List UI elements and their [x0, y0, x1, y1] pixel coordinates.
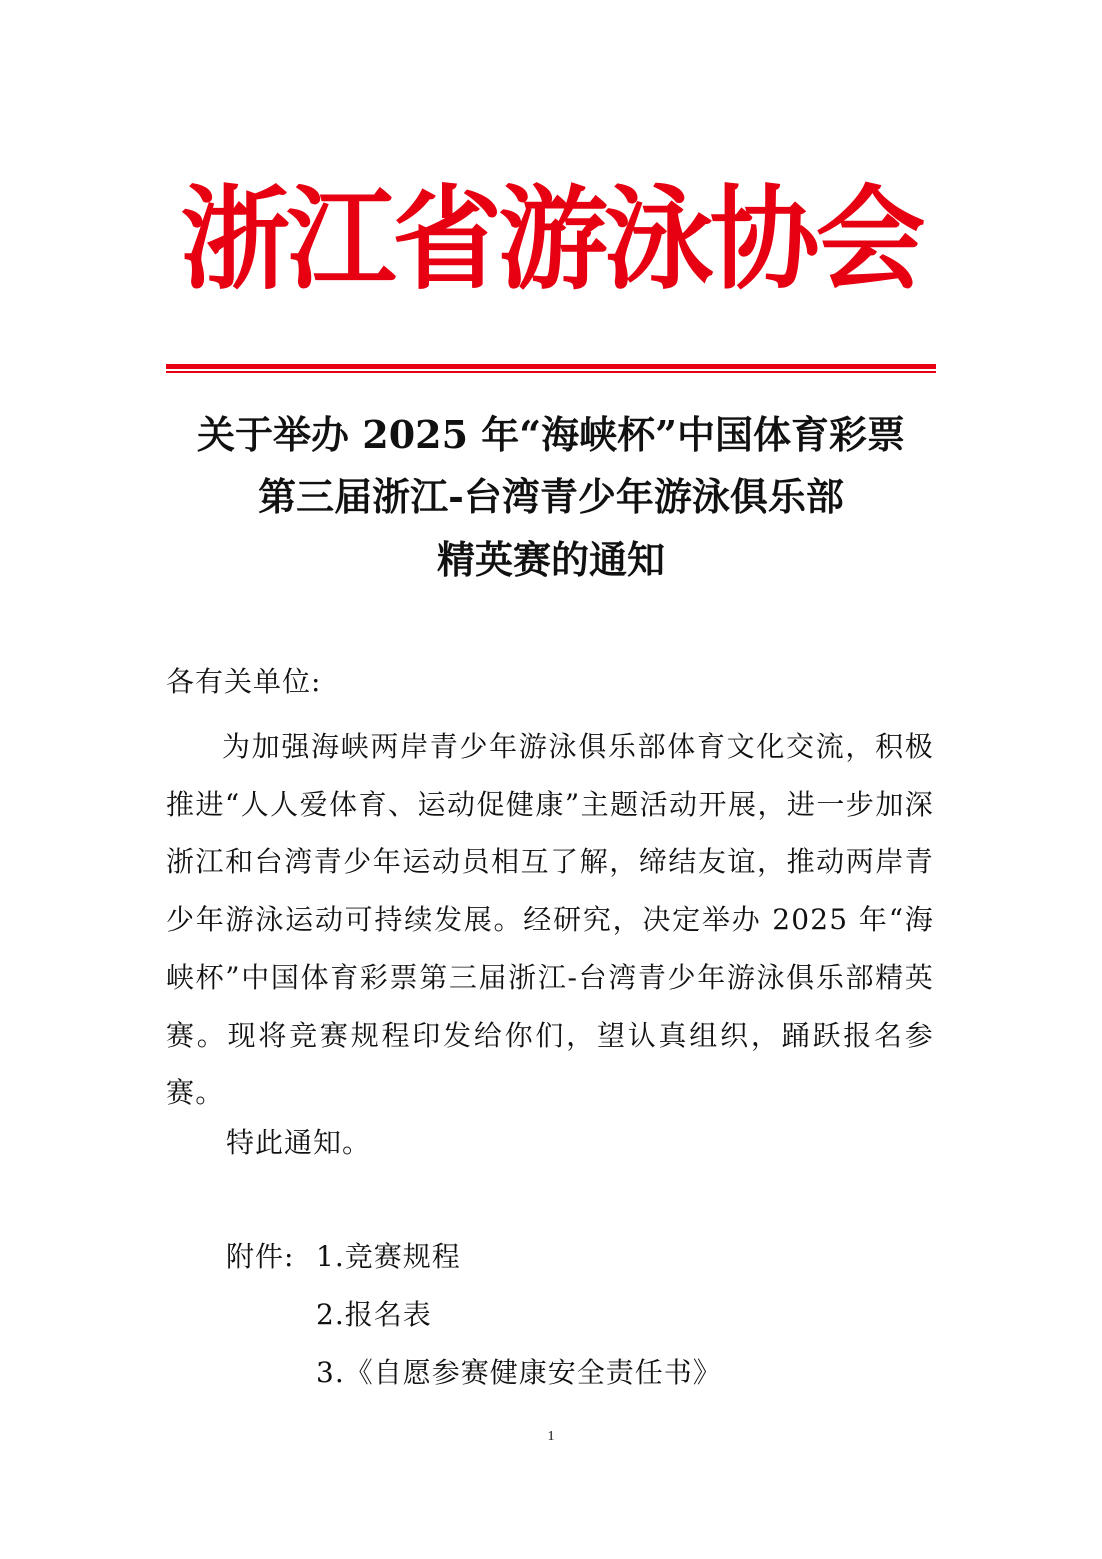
header-rule-thin	[166, 371, 936, 373]
attachments-label: 附件:	[226, 1240, 295, 1273]
attachment-item: 3.《自愿参赛健康安全责任书》	[316, 1356, 722, 1389]
body-paragraph: 为加强海峡两岸青少年游泳俱乐部体育文化交流，积极推进“人人爱体育、运动促健康”主题活动开展，进一步加深浙江和台湾青少年运动员相互了解，缔结友谊，推动两岸青少年游泳运动可持续发展。经研究，决定举办 2025 年“海峡杯”中国体育彩票第三届浙江-台湾青少年游泳俱乐部精英赛。现将竞赛规程印发给你们，望认真组织，踊跃报名参赛。	[166, 730, 934, 1110]
masthead-title: 浙江省游泳协会	[180, 174, 922, 305]
document-title-line-1: 关于举办 2025 年“海峡杯”中国体育彩票	[197, 412, 905, 457]
closing-line: 特此通知。	[226, 1126, 372, 1159]
document-title-line-2: 第三届浙江-台湾青少年游泳俱乐部	[258, 474, 844, 519]
page-number: 1	[547, 1429, 555, 1444]
document-title-line-3: 精英赛的通知	[436, 537, 665, 582]
attachment-item: 2.报名表	[316, 1298, 432, 1331]
attachment-item: 1.竞赛规程	[316, 1240, 461, 1273]
header-rule-thick	[166, 364, 936, 369]
salutation: 各有关单位:	[166, 665, 322, 698]
